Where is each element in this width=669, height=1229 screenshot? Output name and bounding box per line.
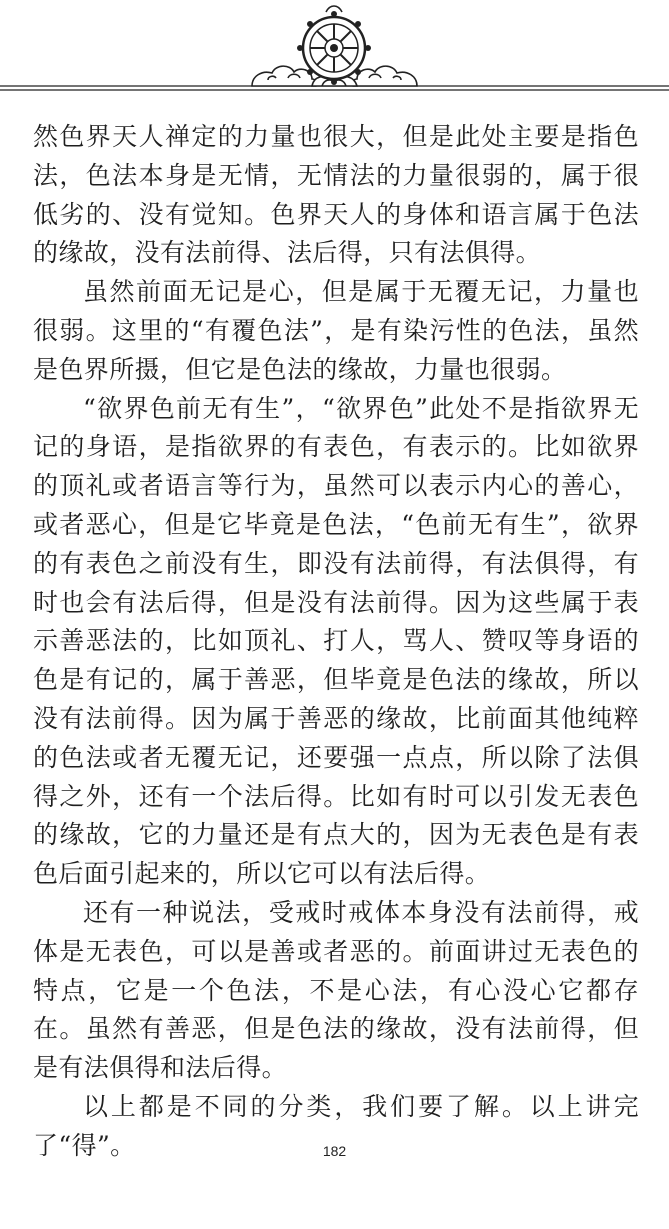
- paragraph-5: 以上都是不同的分类，我们要了解。以上讲完了“得”。: [33, 1091, 639, 1160]
- paragraph-2: 虽然前面无记是心，但是属于无覆无记，力量也很弱。这里的“有覆色法”，是有染污性的色法，虽然是色界所摄，但它是色法的缘故，力量也很弱。: [33, 277, 639, 384]
- paragraph-4: 还有一种说法，受戒时戒体本身没有法前得，戒体是无表色，可以是善或者恶的。前面讲过无表色的特点，它是一个色法，不是心法，有心没心它都存在。虽然有善恶，但是色法的缘故，没有法前得，但是有法俱得和法后得。: [33, 897, 639, 1083]
- header-ornament: [0, 0, 669, 100]
- page-number: 182: [322, 1143, 347, 1159]
- dharma-wheel-icon: [297, 6, 371, 85]
- paragraph-1: 然色界天人禅定的力量也很大，但是此处主要是指色法，色法本身是无情，无情法的力量很弱的，属于很低劣的、没有觉知。色界天人的身体和语言属于色法的缘故，没有法前得、法后得，只有法俱得。: [33, 122, 639, 268]
- cloud-right-icon: [352, 66, 417, 86]
- page-header: [0, 0, 669, 100]
- cloud-left-icon: [252, 66, 317, 86]
- paragraph-3: “欲界色前无有生”，“欲界色”此处不是指欲界无记的身语，是指欲界的有表色，有表示的。比如欲界的顶礼或者语言等行为，虽然可以表示内心的善心，或者恶心，但是它毕竟是色法，“色前无有生”，欲界的有表色之前没有生，即没有法前得，有法俱得，有时也会有法后得，但是没有法前得。因为这些属于表示善恶法的，比如顶礼、打人，骂人、赞叹等身语的色是有记的，属于善恶，但毕竟是色法的缘故，所以没有法前得。因为属于善恶的缘故，比前面其他纯粹的色法或者无覆无记，还要强一点点，所以除了法俱得之外，还有一个法后得。比如有时可以引发无表色的缘故，它的力量还是有点大的，因为无表色是有表色后面引起来的，所以它可以有法后得。: [33, 393, 639, 889]
- page-body-text: [33, 118, 639, 1166]
